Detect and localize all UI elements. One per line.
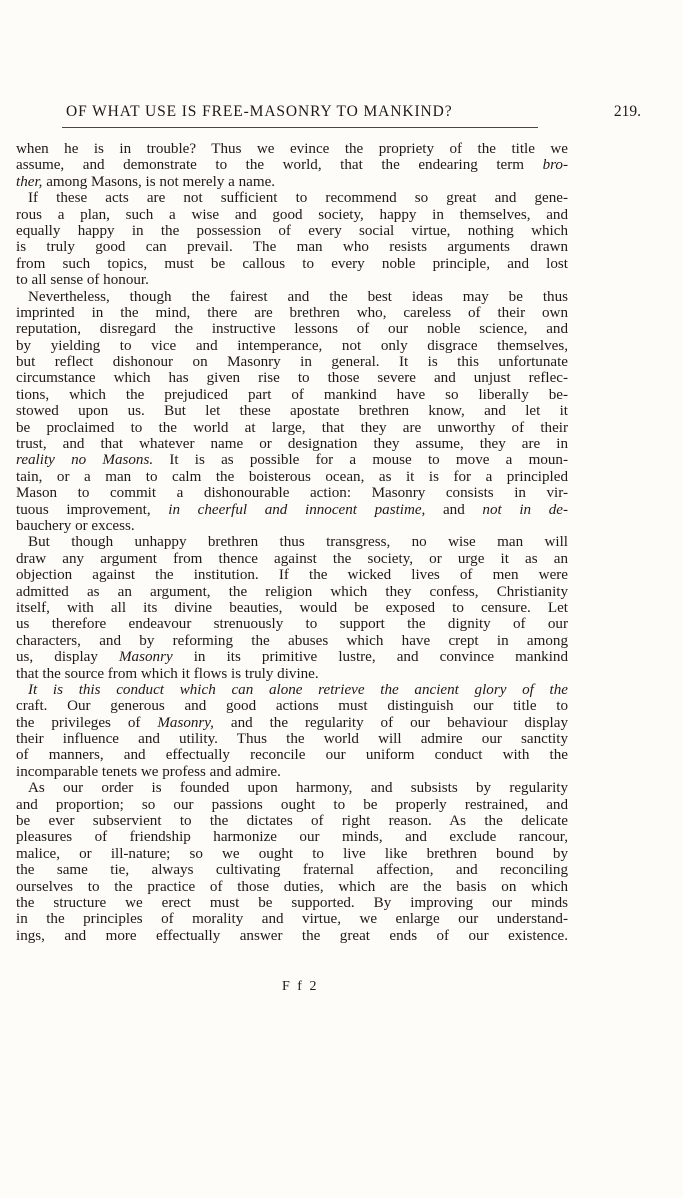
text-line: tions, which the prejudiced part of mankind have so liberally be- bbox=[16, 386, 568, 403]
text-line: Mason to commit a dishonourable action: Masonry consists in vir- bbox=[16, 485, 568, 502]
text-line: equally happy in the possession of every social virtue, nothing which bbox=[16, 222, 568, 239]
text-line: in the principles of morality and virtue, we enlarge our understand- bbox=[16, 911, 568, 928]
text-line: trust, and that whatever name or designation they assume, they are in bbox=[16, 436, 568, 453]
text-line bbox=[16, 715, 568, 731]
text-line: circumstance which has given rise to those severe and unjust reflec- bbox=[16, 370, 568, 387]
text-line: by yielding to vice and intemperance, not only disgrace themselves, bbox=[16, 337, 568, 354]
page-number: 219. bbox=[613, 103, 641, 120]
text-line-start: ther, among Masons, is not merely a name. bbox=[16, 173, 276, 190]
text-line-start: tuous improvement, in cheerful and innocent pastime, and not in de- bbox=[16, 501, 568, 518]
text-line: rous a plan, such a wise and good society, happy in themselves, and bbox=[16, 206, 568, 223]
text-line: draw any argument from thence against the society, or urge it as an bbox=[16, 550, 568, 567]
text-line: itself, with all its divine beauties, would be exposed to censure. Let bbox=[16, 599, 568, 616]
text-line: admitted as an argument, the religion which they confess, Christianity bbox=[16, 583, 568, 600]
text-line: objection against the institution. If the wicked lives of men were bbox=[16, 567, 568, 584]
text-line: and proportion; so our passions ought to be properly restrained, and bbox=[16, 796, 568, 813]
text-line bbox=[16, 157, 568, 173]
text-line: craft. Our generous and good actions must distinguish our title to bbox=[16, 698, 568, 715]
text-line: when he is in trouble? Thus we evince the propriety of the title we bbox=[16, 141, 568, 157]
header-rule bbox=[62, 127, 538, 128]
body-text bbox=[16, 141, 568, 944]
paragraph-first-line bbox=[16, 682, 568, 698]
text-line: incomparable tenets we profess and admire. bbox=[16, 763, 281, 780]
text-line: be ever subservient to the dictates of right reason. As the delicate bbox=[16, 813, 568, 830]
text-line: to all sense of honour. bbox=[16, 272, 149, 289]
running-head bbox=[60, 103, 641, 125]
text-line bbox=[16, 452, 568, 468]
text-line: is truly good can prevail. The man who resists arguments drawn bbox=[16, 239, 568, 256]
text-line: from such topics, must be callous to every noble principle, and lost bbox=[16, 255, 568, 272]
text-line: characters, and by reforming the abuses which have crept in among bbox=[16, 632, 568, 649]
text-line bbox=[16, 502, 568, 518]
text-line bbox=[16, 174, 568, 190]
text-line: that the source from which it flows is truly divine. bbox=[16, 665, 319, 682]
text-line: the same tie, always cultivating fraternal affection, and reconciling bbox=[16, 862, 568, 879]
text-line: the structure we erect must be supported. By improving our minds bbox=[16, 894, 568, 911]
text-line: ings, and more effectually answer the great ends of our existence. bbox=[16, 927, 568, 944]
text-line: imprinted in the mind, there are brethren who, careless of their own bbox=[16, 304, 568, 321]
text-line: their influence and utility. Thus the world will admire our sanctity bbox=[16, 731, 568, 748]
paragraph-first-line: If these acts are not sufficient to recommend so great and gene- bbox=[28, 190, 568, 207]
text-line-start: reality no Masons. It is as possible for a mouse to move a moun- bbox=[16, 452, 568, 469]
text-line-start: the privileges of Masonry, and the regularity of our behaviour display bbox=[16, 714, 568, 731]
text-line: but reflect dishonour on Masonry in general. It is this unfortunate bbox=[16, 354, 568, 371]
text-line-start: assume, and demonstrate to the world, that the endearing term bro- bbox=[16, 157, 568, 174]
signature-mark: F f 2 bbox=[282, 979, 319, 994]
text-line: us therefore endeavour strenuously to support the dignity of our bbox=[16, 616, 568, 633]
paragraph-first-line: But though unhappy brethren thus transgress, no wise man will bbox=[28, 534, 568, 551]
text-line: be proclaimed to the world at large, that they are unworthy of their bbox=[16, 419, 568, 436]
text-line: of manners, and effectually reconcile our uniform conduct with the bbox=[16, 747, 568, 764]
text-line-start: us, display Masonry in its primitive lustre, and convince mankind bbox=[16, 649, 569, 666]
text-line: reputation, disregard the instructive lessons of our noble science, and bbox=[16, 321, 568, 338]
text-line: ourselves to the practice of those duties, which are the basis on which bbox=[16, 878, 568, 895]
text-line-start: It is this conduct which can alone retrieve the ancient glory of the bbox=[28, 681, 568, 698]
text-line: malice, or ill-nature; so we ought to live like brethren bound by bbox=[16, 845, 568, 862]
paragraph-first-line: As our order is founded upon harmony, and subsists by regularity bbox=[28, 780, 568, 797]
running-title: OF WHAT USE IS FREE-MASONRY TO MANKIND? bbox=[66, 103, 453, 120]
text-line: tain, or a man to calm the boisterous ocean, as it is for a principled bbox=[16, 468, 568, 485]
paragraph-first-line: Nevertheless, though the fairest and the best ideas may be thus bbox=[28, 288, 568, 305]
text-line bbox=[16, 649, 568, 665]
text-line: pleasures of friendship harmonize our minds, and exclude rancour, bbox=[16, 829, 568, 846]
text-line: stowed upon us. But let these apostate brethren know, and let it bbox=[16, 403, 568, 420]
text-line: bauchery or excess. bbox=[16, 517, 135, 534]
